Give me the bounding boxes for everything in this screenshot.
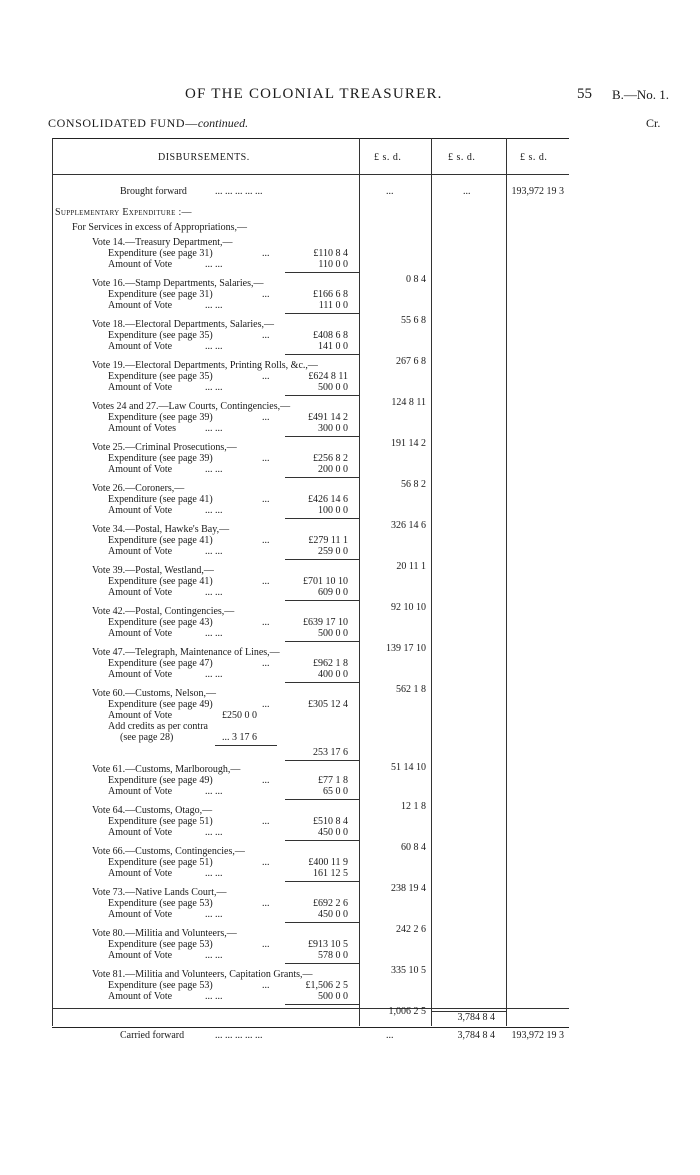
vote-row-1-title: Vote 14.—Treasury Department,— [92,237,233,248]
vote-60-expenditure-label: Expenditure (see page 49) [108,699,213,710]
vote-row-2-expenditure-label: Expenditure (see page 31) [108,289,213,300]
vote-row-b-3-expenditure-label: Expenditure (see page 51) [108,857,213,868]
vote-row-10-excess: 139 17 10 [386,643,426,654]
vote-row-b-5-vote-amount: 578 0 0 [318,950,348,961]
column-header-disbursements: DISBURSEMENTS. [158,152,250,163]
vote-row-4-subtotal-rule [285,395,359,396]
vote-row-2-excess: 55 6 8 [401,315,426,326]
vote-row-b-4-vote-label: Amount of Vote [108,909,173,920]
vote-row-9-vote-dots: ... ... [205,587,223,598]
vote-row-b-1-subtotal-rule [285,799,359,800]
header-divider [52,174,569,175]
vote-row-7-expenditure-amount: £426 14 6 [308,494,348,505]
vote-row-9-vote-amount: 609 0 0 [318,587,348,598]
vote-row-4-vote-dots: ... ... [205,382,223,393]
vote-row-b-4-title: Vote 73.—Native Lands Court,— [92,887,227,898]
fund-heading [48,116,248,131]
vote-row-11-expenditure-amount: £962 1 8 [313,658,348,669]
vote-row-b-6-vote-label: Amount of Vote [108,991,173,1002]
vote-row-b-6-subtotal-rule [285,1004,359,1005]
vote-row-1-subtotal-rule [285,272,359,273]
carried-forward-col3: 193,972 19 3 [511,1030,564,1041]
vote-row-b-4-expenditure-dots: ... [262,898,270,909]
vote-row-2-expenditure-amount: £166 6 8 [313,289,348,300]
vote-60-credits-amount: 3 17 6 [232,732,257,743]
vote-row-10-vote-label: Amount of Vote [108,628,173,639]
section-subtitle: For Services in excess of Appropriations,— [72,222,247,233]
document-reference: B.—No. 1. [612,87,670,102]
vote-row-7-excess: 326 14 6 [391,520,426,531]
vote-row-8-expenditure-amount: £279 11 1 [308,535,348,546]
footer-divider [52,1008,569,1009]
vote-60-excess: 51 14 10 [391,762,426,773]
vote-row-4-excess: 124 8 11 [391,397,426,408]
vote-row-b-5-vote-label: Amount of Vote [108,950,173,961]
vote-row-b-1-vote-dots: ... ... [205,786,223,797]
vote-row-b-2-expenditure-amount: £510 8 4 [313,816,348,827]
vote-row-5-title: Votes 24 and 27.—Law Courts, Contingencies,— [92,401,291,412]
vote-row-3-vote-label: Amount of Vote [108,341,173,352]
vote-60-credits-dots: ... [222,732,230,743]
vote-row-10-vote-amount: 500 0 0 [318,628,348,639]
vote-row-b-3-expenditure-amount: £400 11 9 [308,857,348,868]
vote-row-b-5-expenditure-label: Expenditure (see page 53) [108,939,213,950]
vote-row-3-expenditure-dots: ... [262,330,270,341]
vote-row-b-3-vote-dots: ... ... [205,868,223,879]
vote-row-6-expenditure-label: Expenditure (see page 39) [108,453,213,464]
vote-row-b-6-expenditure-amount: £1,506 2 5 [305,980,348,991]
vote-60-subtotal: 253 17 6 [313,747,348,758]
vote-60-expenditure-amount: £305 12 4 [308,699,348,710]
vote-row-b-1-excess: 12 1 8 [401,801,426,812]
vote-row-8-vote-label: Amount of Vote [108,546,173,557]
vote-row-1-expenditure-dots: ... [262,248,270,259]
vote-row-10-vote-dots: ... ... [205,628,223,639]
total-col2: 3,784 8 4 [457,1012,495,1023]
vote-row-7-subtotal-rule [285,518,359,519]
vote-row-b-1-vote-label: Amount of Vote [108,786,173,797]
vote-row-b-2-title: Vote 64.—Customs, Otago,— [92,805,213,816]
vote-60-inner-rule [215,745,277,746]
page-title: OF THE COLONIAL TREASURER. [185,86,443,102]
carried-forward-col2: 3,784 8 4 [457,1030,495,1041]
vote-row-5-expenditure-label: Expenditure (see page 39) [108,412,213,423]
vote-row-b-2-vote-dots: ... ... [205,827,223,838]
vote-row-b-4-expenditure-amount: £692 2 6 [313,898,348,909]
vote-row-b-5-expenditure-dots: ... [262,939,270,950]
vote-60-expenditure-dots: ... [262,699,270,710]
brought-forward-col1: ... [386,186,394,197]
vote-row-b-5-title: Vote 80.—Militia and Volunteers,— [92,928,237,939]
vote-row-11-subtotal-rule [285,682,359,683]
brought-forward-col3: 193,972 19 3 [511,186,564,197]
vote-row-2-vote-label: Amount of Vote [108,300,173,311]
vote-row-7-vote-dots: ... ... [205,505,223,516]
vote-row-10-expenditure-label: Expenditure (see page 43) [108,617,213,628]
vote-row-9-expenditure-amount: £701 10 10 [303,576,348,587]
vote-row-6-subtotal-rule [285,477,359,478]
vote-row-b-6-expenditure-label: Expenditure (see page 53) [108,980,213,991]
page-number: 55 [577,86,592,102]
vote-row-3-expenditure-amount: £408 6 8 [313,330,348,341]
vote-row-8-excess: 20 11 1 [396,561,426,572]
column-divider-1 [359,138,360,1026]
carried-forward-label: Carried forward [120,1030,185,1041]
vote-60-credits-page: (see page 28) [120,732,174,743]
fund-heading-continued: continued. [197,116,249,130]
column-divider-3 [506,138,507,1026]
vote-row-11-expenditure-dots: ... [262,658,270,669]
vote-row-b-4-subtotal-rule [285,922,359,923]
vote-row-2-vote-dots: ... ... [205,300,223,311]
vote-60-title: Vote 60.—Customs, Nelson,— [92,688,216,699]
vote-row-6-excess: 56 8 2 [401,479,426,490]
vote-row-6-expenditure-amount: £256 8 2 [313,453,348,464]
vote-row-10-expenditure-dots: ... [262,617,270,628]
vote-row-2-title: Vote 16.—Stamp Departments, Salaries,— [92,278,264,289]
vote-row-9-subtotal-rule [285,600,359,601]
vote-row-8-title: Vote 34.—Postal, Hawke's Bay,— [92,524,230,535]
vote-row-11-expenditure-label: Expenditure (see page 47) [108,658,213,669]
vote-row-b-3-excess: 238 19 4 [391,883,426,894]
brought-forward-dots: ... ... ... ... ... [215,186,263,197]
vote-row-b-3-title: Vote 66.—Customs, Contingencies,— [92,846,245,857]
vote-row-b-2-excess: 60 8 4 [401,842,426,853]
vote-row-b-2-vote-label: Amount of Vote [108,827,173,838]
vote-row-1-vote-label: Amount of Vote [108,259,173,270]
vote-row-b-2-expenditure-label: Expenditure (see page 51) [108,816,213,827]
vote-row-2-expenditure-dots: ... [262,289,270,300]
brought-forward-col2: ... [463,186,471,197]
vote-row-b-6-vote-amount: 500 0 0 [318,991,348,1002]
vote-row-11-excess: 562 1 8 [396,684,426,695]
vote-row-3-vote-dots: ... ... [205,341,223,352]
vote-row-10-expenditure-amount: £639 17 10 [303,617,348,628]
vote-row-9-expenditure-label: Expenditure (see page 41) [108,576,213,587]
vote-row-b-4-excess: 242 2 6 [396,924,426,935]
vote-row-b-4-expenditure-label: Expenditure (see page 53) [108,898,213,909]
vote-row-11-vote-amount: 400 0 0 [318,669,348,680]
vote-row-4-title: Vote 19.—Electoral Departments, Printing Rolls, &c.,— [92,360,318,371]
vote-row-10-title: Vote 42.—Postal, Contingencies,— [92,606,235,617]
vote-row-11-vote-label: Amount of Vote [108,669,173,680]
vote-row-1-expenditure-amount: £110 8 4 [313,248,348,259]
vote-row-9-expenditure-dots: ... [262,576,270,587]
vote-row-6-vote-amount: 200 0 0 [318,464,348,475]
vote-row-7-vote-amount: 100 0 0 [318,505,348,516]
vote-row-b-4-vote-amount: 450 0 0 [318,909,348,920]
vote-row-3-title: Vote 18.—Electoral Departments, Salaries,— [92,319,274,330]
carried-forward-col1: ... [386,1030,394,1041]
vote-row-4-vote-label: Amount of Vote [108,382,173,393]
vote-row-5-vote-amount: 300 0 0 [318,423,348,434]
vote-row-5-vote-dots: ... ... [205,423,223,434]
vote-row-8-expenditure-dots: ... [262,535,270,546]
vote-row-5-expenditure-dots: ... [262,412,270,423]
vote-row-3-expenditure-label: Expenditure (see page 35) [108,330,213,341]
vote-row-b-2-expenditure-dots: ... [262,816,270,827]
vote-row-7-title: Vote 26.—Coroners,— [92,483,185,494]
vote-60-subtotal-rule [285,760,359,761]
vote-row-b-5-excess: 335 10 5 [391,965,426,976]
vote-row-5-vote-label: Amount of Votes [108,423,176,434]
vote-row-b-4-vote-dots: ... ... [205,909,223,920]
vote-row-6-vote-label: Amount of Vote [108,464,173,475]
vote-row-11-title: Vote 47.—Telegraph, Maintenance of Lines,— [92,647,280,658]
vote-row-9-vote-label: Amount of Vote [108,587,173,598]
vote-row-b-1-expenditure-dots: ... [262,775,270,786]
vote-row-b-6-vote-dots: ... ... [205,991,223,1002]
vote-row-b-5-subtotal-rule [285,963,359,964]
vote-row-b-1-title: Vote 61.—Customs, Marlborough,— [92,764,241,775]
vote-row-b-6-title: Vote 81.—Militia and Volunteers, Capitation Grants,— [92,969,313,980]
vote-row-3-subtotal-rule [285,354,359,355]
vote-row-2-vote-amount: 111 0 0 [318,300,348,311]
section-title: Supplementary Expenditure :— [55,207,192,218]
vote-row-6-expenditure-dots: ... [262,453,270,464]
vote-row-6-vote-dots: ... ... [205,464,223,475]
vote-row-b-3-expenditure-dots: ... [262,857,270,868]
vote-row-b-2-vote-amount: 450 0 0 [318,827,348,838]
vote-row-b-5-expenditure-amount: £913 10 5 [308,939,348,950]
column-header-pounds-3: £ s. d. [520,152,548,163]
vote-row-1-vote-amount: 110 0 0 [318,259,348,270]
vote-row-4-vote-amount: 500 0 0 [318,382,348,393]
vote-row-8-vote-amount: 259 0 0 [318,546,348,557]
vote-row-1-vote-dots: ... ... [205,259,223,270]
vote-row-2-subtotal-rule [285,313,359,314]
vote-row-8-vote-dots: ... ... [205,546,223,557]
vote-row-8-expenditure-label: Expenditure (see page 41) [108,535,213,546]
vote-row-7-expenditure-label: Expenditure (see page 41) [108,494,213,505]
vote-row-7-vote-label: Amount of Vote [108,505,173,516]
credit-side-label: Cr. [646,116,661,130]
vote-row-b-6-expenditure-dots: ... [262,980,270,991]
vote-row-1-excess: 0 8 4 [406,274,426,285]
vote-row-b-1-expenditure-label: Expenditure (see page 49) [108,775,213,786]
vote-row-11-vote-dots: ... ... [205,669,223,680]
vote-row-b-1-vote-amount: 65 0 0 [323,786,348,797]
vote-row-5-excess: 191 14 2 [391,438,426,449]
vote-row-9-title: Vote 39.—Postal, Westland,— [92,565,214,576]
vote-row-b-5-vote-dots: ... ... [205,950,223,961]
vote-row-b-3-vote-amount: 161 12 5 [313,868,348,879]
column-header-pounds-2: £ s. d. [448,152,476,163]
table-border-left [52,138,53,1026]
fund-heading-main: CONSOLIDATED FUND— [48,116,198,130]
vote-row-10-subtotal-rule [285,641,359,642]
vote-60-vote-label: Amount of Vote [108,710,173,721]
carried-forward-dots: ... ... ... ... ... [215,1030,263,1041]
vote-row-b-2-subtotal-rule [285,840,359,841]
column-divider-2 [431,138,432,1026]
vote-row-5-subtotal-rule [285,436,359,437]
vote-row-b-3-subtotal-rule [285,881,359,882]
vote-row-1-expenditure-label: Expenditure (see page 31) [108,248,213,259]
vote-row-3-excess: 267 6 8 [396,356,426,367]
vote-row-5-expenditure-amount: £491 14 2 [308,412,348,423]
vote-row-b-1-expenditure-amount: £77 1 8 [318,775,348,786]
vote-row-4-expenditure-label: Expenditure (see page 35) [108,371,213,382]
vote-row-b-3-vote-label: Amount of Vote [108,868,173,879]
brought-forward-label: Brought forward [120,186,187,197]
vote-row-4-expenditure-dots: ... [262,371,270,382]
vote-row-7-expenditure-dots: ... [262,494,270,505]
vote-60-vote-inner: £250 0 0 [222,710,257,721]
vote-row-9-excess: 92 10 10 [391,602,426,613]
vote-row-4-expenditure-amount: £624 8 11 [308,371,348,382]
vote-row-3-vote-amount: 141 0 0 [318,341,348,352]
column-header-pounds-1: £ s. d. [374,152,402,163]
vote-row-8-subtotal-rule [285,559,359,560]
vote-row-6-title: Vote 25.—Criminal Prosecutions,— [92,442,237,453]
vote-60-credits-label: Add credits as per contra [108,721,208,732]
vote-row-b-6-excess: 1,006 2 5 [388,1006,426,1017]
